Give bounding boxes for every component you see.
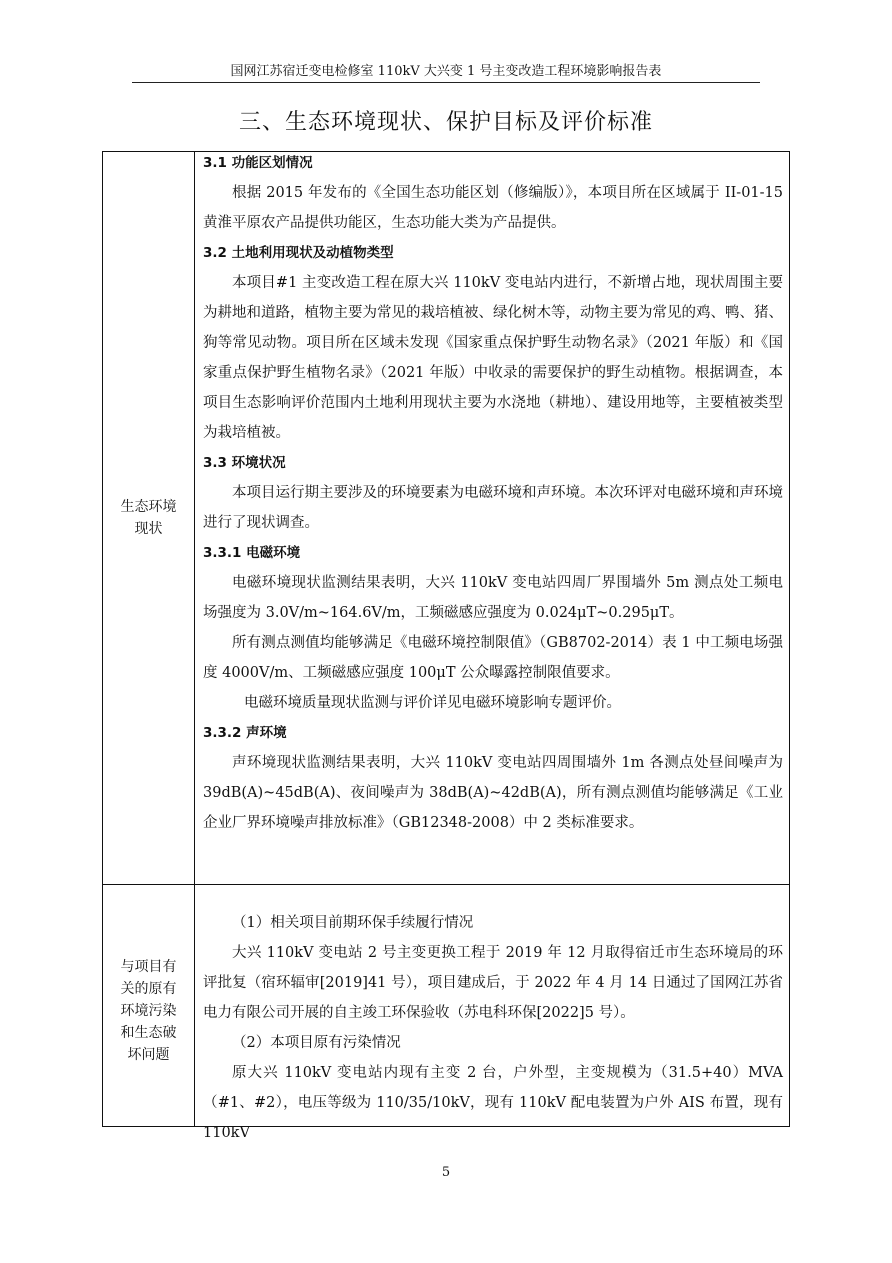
paragraph: 电磁环境现状监测结果表明，大兴 110kV 变电站四周厂界围墙外 5m 测点处工频电场强度为 3.0V/m~164.6V/m，工频磁感应强度为 0.024μT~0.295μT。 (203, 575, 783, 621)
page-number: 5 (441, 1165, 451, 1180)
label-line: 和生态破 (120, 1025, 177, 1041)
column-divider (194, 152, 195, 1127)
paragraph: 根据 2015 年发布的《全国生态功能区划（修编版）》，本项目所在区域属于 II-01-15 黄淮平原农产品提供功能区，生态功能大类为产品提供。 (203, 185, 783, 231)
label-line: 坏问题 (127, 1047, 170, 1063)
paragraph: （2）本项目原有污染情况 (232, 1035, 401, 1051)
section-heading: 3.3 环境状况 (203, 455, 286, 471)
paragraph: 本项目运行期主要涉及的环境要素为电磁环境和声环境。本次环评对电磁环境和声环境进行了现状调查。 (203, 485, 783, 531)
section-heading: 3.3.2 声环境 (203, 725, 287, 741)
row-label-eco-status (104, 496, 193, 540)
section-heading: 3.3.1 电磁环境 (203, 545, 301, 561)
label-line: 关的原有 (120, 981, 177, 997)
header-rule (132, 82, 760, 83)
section-heading: 3.2 土地利用现状及动植物类型 (203, 245, 394, 261)
running-header: 国网江苏宿迁变电检修室 110kV 大兴变 1 号主变改造工程环境影响报告表 (230, 64, 662, 79)
paragraph: 声环境现状监测结果表明，大兴 110kV 变电站四周围墙外 1m 各测点处昼间噪声为 39dB(A)~45dB(A)、夜间噪声为 38dB(A)~42dB(A)，所有测点测值均能够满足《工业企业厂界环境噪声排放标准》（GB12348-2008）中 2 类标准要求。 (203, 755, 783, 831)
paragraph: 本项目#1 主变改造工程在原大兴 110kV 变电站内进行，不新增占地，现状周围主要为耕地和道路，植物主要为常见的栽培植被、绿化树木等，动物主要为常见的鸡、鸭、猪、狗等常见动物。项目所在区域未发现《国家重点保护野生动物名录》（2021 年版）和《国家重点保护野生植物名录》（2021 年版）中收录的需要保护的野生动植物。根据调查，本项目生态影响评价范围内土地利用现状主要为水浇地（耕地）、建设用地等，主要植被类型为栽培植被。 (203, 275, 783, 441)
label-line: 与项目有 (120, 959, 177, 975)
label-line: 生态环境 (120, 499, 177, 515)
section-heading: 3.1 功能区划情况 (203, 155, 313, 171)
row-content-eco-status (203, 148, 783, 838)
paragraph: （1）相关项目前期环保手续履行情况 (232, 915, 474, 931)
paragraph: 大兴 110kV 变电站 2 号主变更换工程于 2019 年 12 月取得宿迁市生态环境局的环评批复（宿环辐审[2019]41 号），项目建成后，于 2022 年 4 月 14 日通过了国网江苏省电力有限公司开展的自主竣工环保验收（苏电科环保[2022]5 号）。 (203, 945, 783, 1021)
paragraph: 原大兴 110kV 变电站内现有主变 2 台，户外型，主变规模为（31.5+40）MVA（#1、#2），电压等级为 110/35/10kV，现有 110kV 配电装置为户外 AIS 布置，现有 110kV (203, 1065, 783, 1141)
row-label-existing-pollution (104, 956, 193, 1066)
page-title: 三、生态环境现状、保护目标及评价标准 (238, 110, 653, 135)
label-line: 环境污染 (120, 1003, 177, 1019)
label-line: 现状 (134, 521, 163, 537)
paragraph: 电磁环境质量现状监测与评价详见电磁环境影响专题评价。 (244, 695, 621, 711)
paragraph: 所有测点测值均能够满足《电磁环境控制限值》（GB8702-2014）表 1 中工频电场强度 4000V/m、工频磁感应强度 100μT 公众曝露控制限值要求。 (203, 635, 783, 681)
row-divider (103, 884, 790, 885)
row-content-existing-pollution (203, 908, 783, 1148)
